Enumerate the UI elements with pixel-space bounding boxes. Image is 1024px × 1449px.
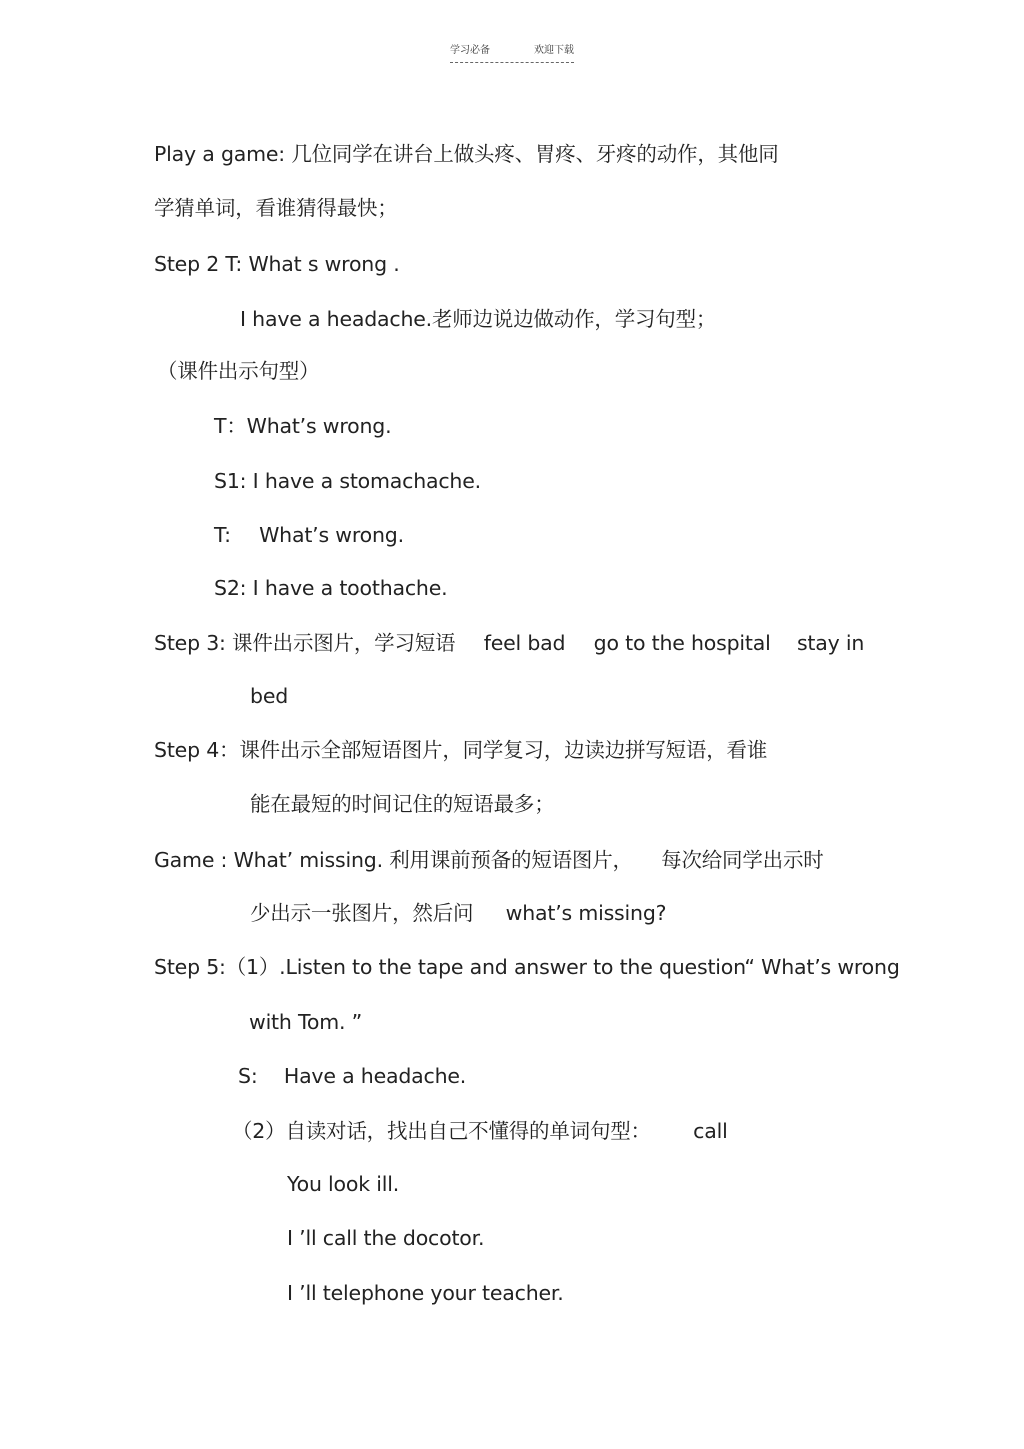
- self-read-text: （2）自读对话，找出自己不懂得的单词句型：: [232, 1119, 651, 1143]
- line-with-tom: with Tom. ”: [249, 1010, 363, 1034]
- line-step3: [154, 629, 864, 657]
- line-self-read: [232, 1117, 728, 1145]
- line-shortest-time: 能在最短的时间记住的短语最多；: [250, 792, 555, 816]
- line-show-one-less: [250, 899, 666, 927]
- phrase-go-to-hospital: go to the hospital: [593, 631, 771, 655]
- line-s-have-headache: [238, 1062, 466, 1090]
- line-call-doctor: I ’ll call the docotor.: [287, 1226, 485, 1250]
- header-left-text: 学习必备: [450, 45, 490, 56]
- page-header: [450, 41, 574, 63]
- line-guess-words: 学猜单词，看谁猜得最快；: [154, 196, 398, 220]
- header-right-text: 欢迎下载: [534, 45, 574, 56]
- step3-text: Step 3: 课件出示图片，学习短语: [154, 631, 456, 655]
- show-less-text: 少出示一张图片，然后问: [250, 901, 474, 925]
- line-s1-stomachache: S1: I have a stomachache.: [214, 469, 481, 493]
- line-play-game: Play a game: 几位同学在讲台上做头疼、胃疼、牙疼的动作，其他同: [154, 142, 779, 166]
- game-text-cont: 每次给同学出示时: [661, 848, 824, 872]
- line-headache: I have a headache.老师边说边做动作，学习句型；: [240, 307, 717, 331]
- line-t-whats-wrong-1: T：What’s wrong.: [214, 414, 392, 438]
- line-s2-toothache: S2: I have a toothache.: [214, 576, 448, 600]
- line-step5: Step 5:（1）.Listen to the tape and answer to the question“ What’s wrong: [154, 955, 900, 979]
- line-game-whats-missing: [154, 846, 824, 874]
- line-bed: bed: [250, 684, 289, 708]
- line-t-whats-wrong-2: [214, 521, 404, 549]
- line-courseware-pattern: （课件出示句型）: [157, 359, 320, 383]
- word-call: call: [693, 1119, 728, 1143]
- line-step2: Step 2 T: What s wrong .: [154, 252, 400, 276]
- phrase-stay-in: stay in: [796, 631, 865, 655]
- speaker-label: S:: [238, 1064, 258, 1088]
- line-you-look-ill: You look ill.: [287, 1172, 400, 1196]
- game-text: Game : What’ missing. 利用课前预备的短语图片，: [154, 848, 633, 872]
- speaker-label: T:: [214, 523, 231, 547]
- line-telephone-teacher: I ’ll telephone your teacher.: [287, 1281, 564, 1305]
- line-text: What’s wrong.: [259, 523, 404, 547]
- whats-missing-text: what’s missing?: [505, 901, 667, 925]
- line-text: Have a headache.: [283, 1064, 467, 1088]
- phrase-feel-bad: feel bad: [483, 631, 566, 655]
- line-step4: Step 4：课件出示全部短语图片，同学复习，边读边拼写短语，看谁: [154, 738, 768, 762]
